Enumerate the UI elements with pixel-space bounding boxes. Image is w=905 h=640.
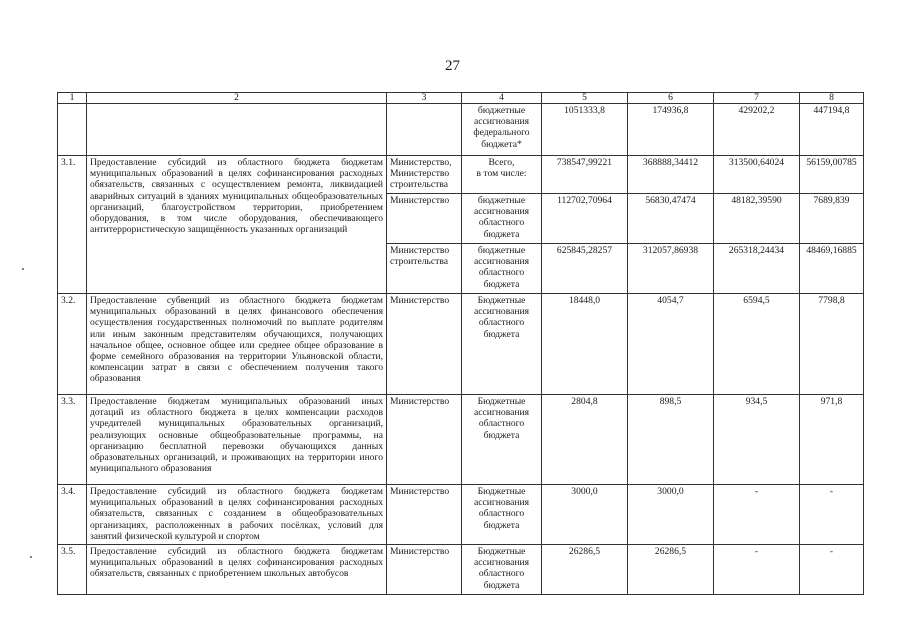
column-header: 6: [628, 93, 714, 104]
value-cell: 2804,8: [542, 395, 628, 485]
executor-cell: Министерство: [387, 485, 462, 545]
value-cell: 265318,24434: [714, 244, 800, 294]
scan-speck: [22, 268, 24, 270]
table-row: [58, 156, 864, 194]
funding-source-cell: Бюджетные ассигнования областного бюджета: [462, 545, 542, 595]
table-row: [58, 104, 864, 156]
funding-source-cell: бюджетные ассигнования областного бюджета: [462, 244, 542, 294]
executor-cell: Министерство: [387, 294, 462, 395]
item-number-cell: [58, 104, 87, 156]
value-cell: 7689,839: [800, 194, 864, 244]
value-cell: 4054,7: [628, 294, 714, 395]
funding-source-cell: Бюджетные ассигнования областного бюджета: [462, 395, 542, 485]
executor-cell: Министерство: [387, 395, 462, 485]
item-number-cell: 3.5.: [58, 545, 87, 595]
funding-source-cell: Всего, в том числе:: [462, 156, 542, 194]
table-header-row: [58, 93, 864, 104]
value-cell: 26286,5: [628, 545, 714, 595]
budget-table: [57, 92, 864, 595]
value-cell: 313500,64024: [714, 156, 800, 194]
value-cell: 898,5: [628, 395, 714, 485]
value-cell: 56159,00785: [800, 156, 864, 194]
description-cell: [87, 104, 387, 156]
value-cell: -: [714, 485, 800, 545]
value-cell: 48182,39590: [714, 194, 800, 244]
value-cell: 625845,28257: [542, 244, 628, 294]
item-number-cell: 3.2.: [58, 294, 87, 395]
table-row: [58, 485, 864, 545]
value-cell: 7798,8: [800, 294, 864, 395]
description-cell: Предоставление бюджетам муниципальных образований иных дотаций из областного бюджета в целях компенсации расходов учредителей муниципальных образовательных организаций, реализующих основные общеобразовательные программы, на организацию бесплатной перевозки обучающихся данных образовательных организаций, и проживающих на территории иного муниципального образования: [87, 395, 387, 485]
value-cell: -: [800, 545, 864, 595]
value-cell: -: [714, 545, 800, 595]
value-cell: 934,5: [714, 395, 800, 485]
column-header: 8: [800, 93, 864, 104]
value-cell: 447194,8: [800, 104, 864, 156]
value-cell: -: [800, 485, 864, 545]
value-cell: 1051333,8: [542, 104, 628, 156]
item-number-cell: 3.4.: [58, 485, 87, 545]
value-cell: 312057,86938: [628, 244, 714, 294]
executor-cell: Министерство, Министерство строительства: [387, 156, 462, 194]
description-cell: Предоставление субсидий из областного бюджета бюджетам муниципальных образований в целях софинансирования расходных обязательств, связанных с созданием в общеобразовательных организациях, расположенных в рабочих посёлках, условий для занятий физической культурой и спортом: [87, 485, 387, 545]
funding-source-cell: бюджетные ассигнования федерального бюджета*: [462, 104, 542, 156]
table-row: [58, 395, 864, 485]
column-header: 1: [58, 93, 87, 104]
table-row: [58, 545, 864, 595]
table-row: [58, 294, 864, 395]
value-cell: 48469,16885: [800, 244, 864, 294]
scan-speck: [30, 556, 32, 558]
value-cell: 112702,70964: [542, 194, 628, 244]
value-cell: 971,8: [800, 395, 864, 485]
value-cell: 56830,47474: [628, 194, 714, 244]
value-cell: 18448,0: [542, 294, 628, 395]
column-header: 7: [714, 93, 800, 104]
value-cell: 6594,5: [714, 294, 800, 395]
funding-source-cell: бюджетные ассигнования областного бюджета: [462, 194, 542, 244]
column-header: 4: [462, 93, 542, 104]
column-header: 2: [87, 93, 387, 104]
item-number-cell: 3.3.: [58, 395, 87, 485]
value-cell: 738547,99221: [542, 156, 628, 194]
value-cell: 26286,5: [542, 545, 628, 595]
executor-cell: [387, 104, 462, 156]
item-number-cell: 3.1.: [58, 156, 87, 294]
executor-cell: Министерство: [387, 194, 462, 244]
executor-cell: Министерство: [387, 545, 462, 595]
column-header: 3: [387, 93, 462, 104]
funding-source-cell: Бюджетные ассигнования областного бюджета: [462, 485, 542, 545]
value-cell: 3000,0: [542, 485, 628, 545]
value-cell: 368888,34412: [628, 156, 714, 194]
funding-source-cell: Бюджетные ассигнования областного бюджета: [462, 294, 542, 395]
description-cell: Предоставление субвенций из областного бюджета бюджетам муниципальных образований в целях финансового обеспечения осуществления государственных полномочий по выплате родителям или иным законным представителям обучающихся, получающих начальное общее, основное общее или среднее общее образование в форме семейного образования на территории Ульяновской области, компенсации затрат в связи с обеспечением получения такого образования: [87, 294, 387, 395]
description-cell: Предоставление субсидий из областного бюджета бюджетам муниципальных образований в целях софинансирования расходных обязательств, связанных с осуществлением ремонта, ликвидацией аварийных ситуаций в зданиях муниципальных общеобразовательных организаций, благоустройством территории, приобретением оборудования, в том числе оборудования, обеспечивающего антитеррористическую защищённость указанных организаций: [87, 156, 387, 294]
column-header: 5: [542, 93, 628, 104]
page-number: 27: [445, 58, 460, 74]
value-cell: 429202,2: [714, 104, 800, 156]
value-cell: 3000,0: [628, 485, 714, 545]
description-cell: Предоставление субсидий из областного бюджета бюджетам муниципальных образований в целях софинансирования расходных обязательств, связанных с приобретением школьных автобусов: [87, 545, 387, 595]
executor-cell: Министерство строительства: [387, 244, 462, 294]
value-cell: 174936,8: [628, 104, 714, 156]
